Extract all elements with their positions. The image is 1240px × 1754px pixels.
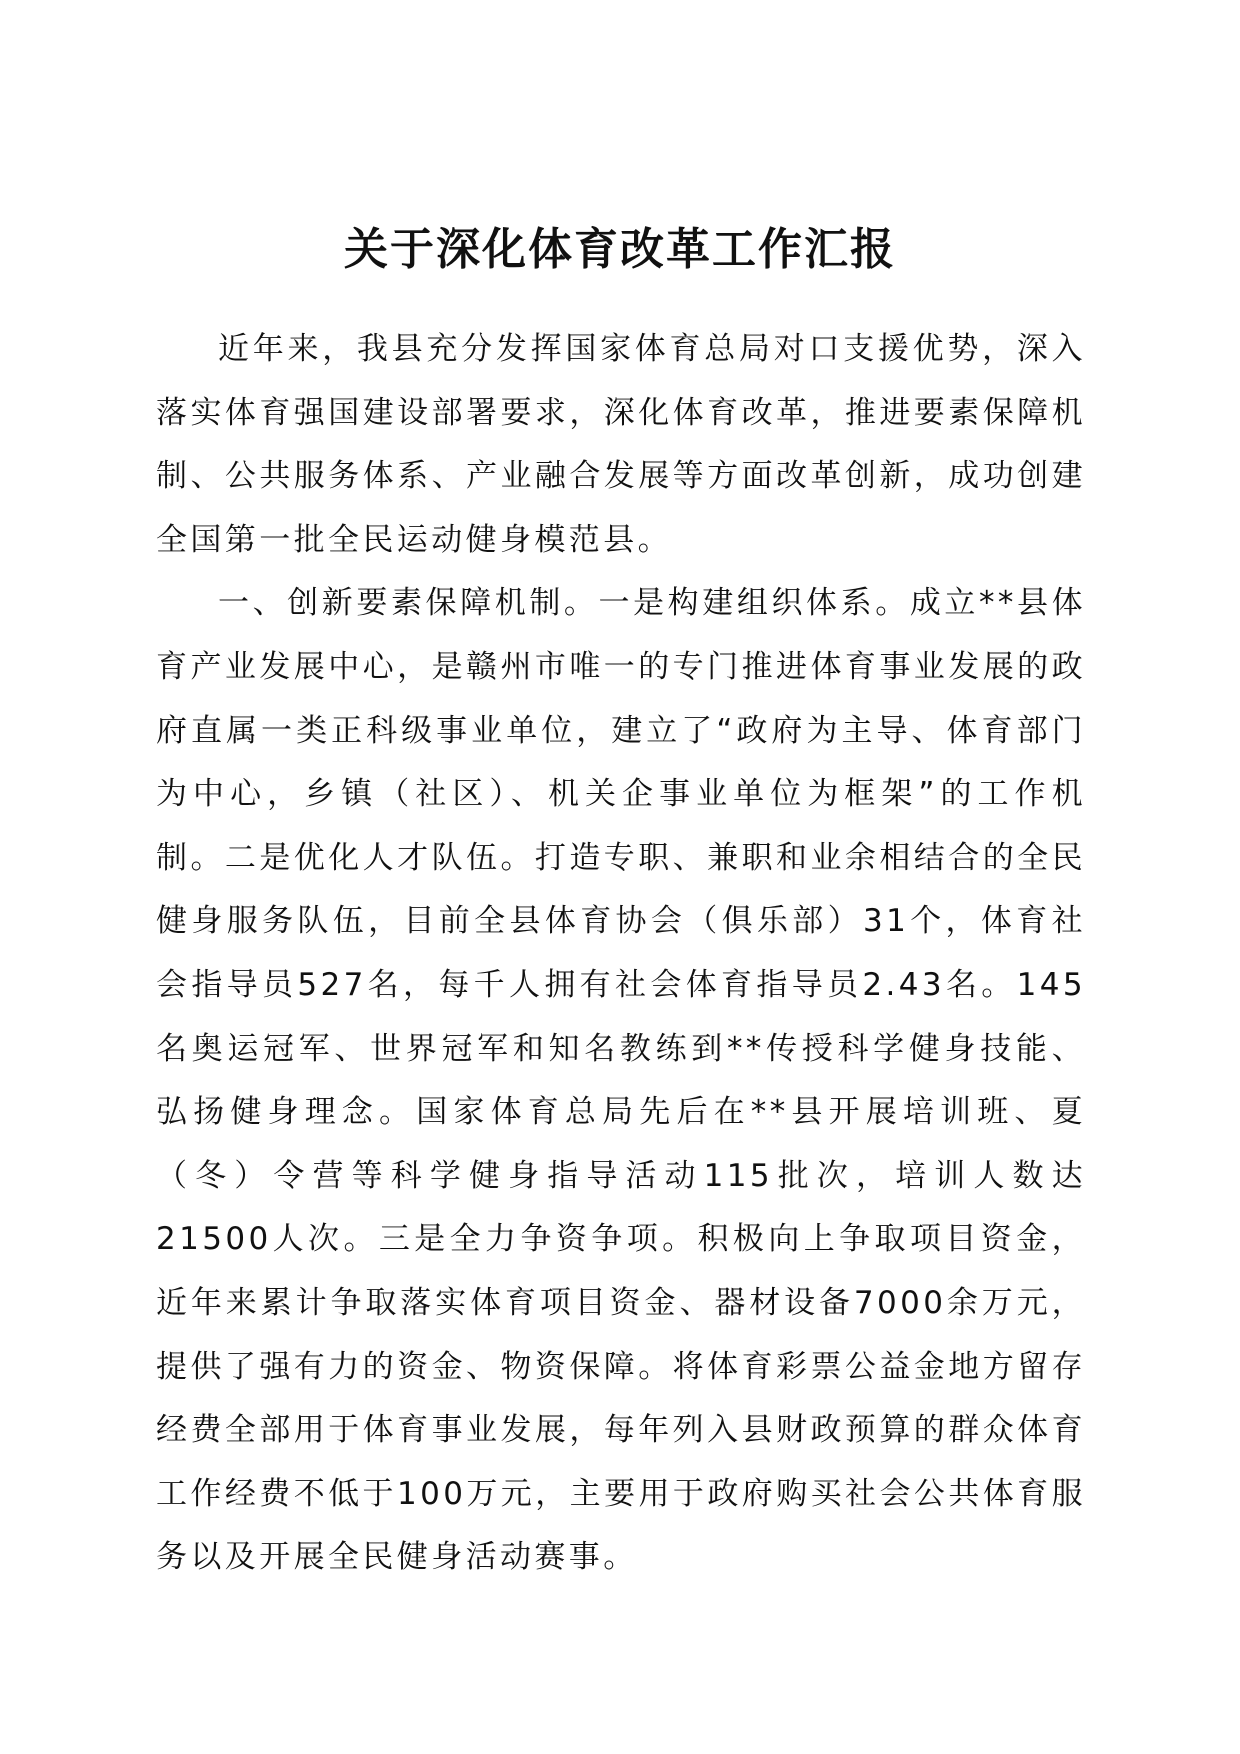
paragraph-introduction: 近年来，我县充分发挥国家体育总局对口支援优势，深入落实体育强国建设部署要求，深化体育改革，推进要素保障机制、公共服务体系、产业融合发展等方面改革创新，成功创建全国第一批全民运动健身模范县。	[156, 331, 1086, 558]
document-body	[156, 318, 1086, 1590]
paragraph-section-one: 一、创新要素保障机制。一是构建组织体系。成立**县体育产业发展中心，是赣州市唯一的专门推进体育事业发展的政府直属一类正科级事业单位，建立了“政府为主导、体育部门为中心，乡镇（社区）、机关企事业单位为框架”的工作机制。二是优化人才队伍。打造专职、兼职和业余相结合的全民健身服务队伍，目前全县体育协会（俱乐部）31个，体育社会指导员527名，每千人拥有社会体育指导员2.43名。145名奥运冠军、世界冠军和知名教练到**传授科学健身技能、弘扬健身理念。国家体育总局先后在**县开展培训班、夏（冬）令营等科学健身指导活动115批次，培训人数达21500人次。三是全力争资争项。积极向上争取项目资金，近年来累计争取落实体育项目资金、器材设备7000余万元，提供了强有力的资金、物资保障。将体育彩票公益金地方留存经费全部用于体育事业发展，每年列入县财政预算的群众体育工作经费不低于100万元，主要用于政府购买社会公共体育服务以及开展全民健身活动赛事。	[156, 585, 1086, 1576]
document-title: 关于深化体育改革工作汇报	[344, 224, 896, 275]
